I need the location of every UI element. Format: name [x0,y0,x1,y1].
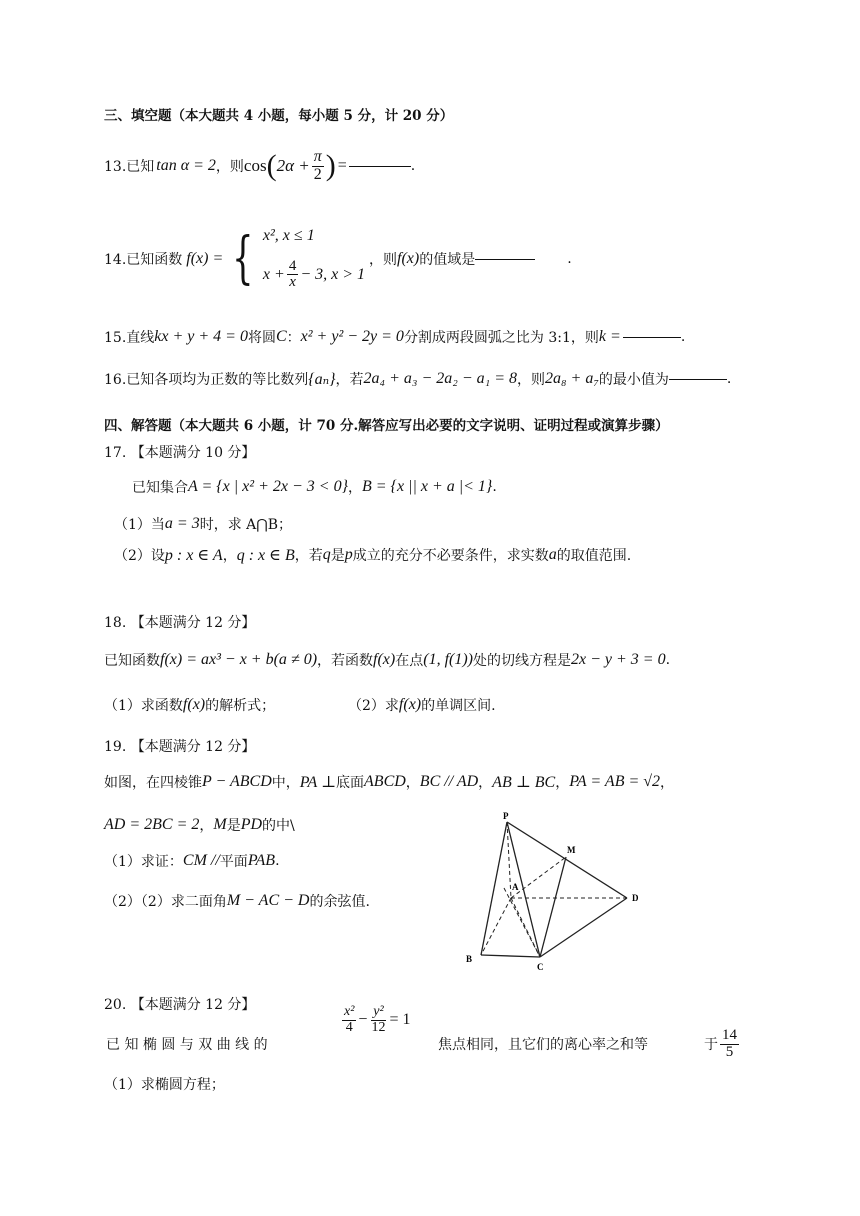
q16-cond: 2a₄ + a₃ − 2a₂ − a₁ = 8 [363,370,517,387]
q19-sep3: ， [555,775,570,791]
q19-line2 [104,814,295,836]
q18-line1-a: 已知函数 [104,653,160,669]
q15-answer-blank [623,337,681,338]
q19-part1-b: 平面 [219,854,248,870]
q13-prefix: 13.已知 [104,159,155,175]
edge-pd [507,822,627,898]
q17-part1-cond: a = 3 [164,515,200,532]
q20-hyper-y [369,1005,387,1035]
q13-fraction [312,149,324,184]
pyramid-figure [455,805,655,975]
q19-part2 [104,890,370,912]
q17-end: . [492,479,497,495]
q15-end: . [680,329,686,345]
q19-line2-c: 的中\ [262,818,295,834]
q20-hyper-eq: = 1 [389,1011,411,1028]
q17-part1-b: 时，求 A⋂B； [199,517,293,533]
q17-part2-qv: q [322,546,331,563]
q19-cond2: BC // AD [419,773,479,790]
q18-line1-b: ，若函数 [317,653,374,669]
q20-line1-b: 焦点相同，且它们的离心率之和等 [438,1037,648,1053]
q17-part1 [114,514,292,534]
q19-line2-sep: ， [199,818,214,834]
q17-part2-p: p : x ∈ A [164,547,223,564]
q18-fx: f(x) [373,651,396,668]
edge-ac [511,898,540,957]
q14-cases [263,227,365,291]
q17-part2 [114,545,631,565]
q15-circle-name: C [275,328,287,345]
q17-part2-q: q : x ∈ B [236,547,295,564]
q17-sep: ， [347,480,362,496]
q20-line1-a: 已 知 椭 圆 与 双 曲 线 的 [106,1037,268,1053]
q13-cos: cos [243,156,267,175]
label-m: M [567,845,576,855]
question-14 [104,224,572,294]
q15-prefix: 15.直线 [104,330,155,346]
edge-pb [481,822,507,955]
section3-heading: 三、填空题（本大题共 4 小题，每小题 5 分，计 20 分） [104,108,454,124]
q19-title: 19. 【本题满分 12 分】 [104,739,256,755]
q19-line2-pd: PD [240,816,263,833]
label-p: P [503,811,509,821]
q14-mid: ，则 [369,252,398,268]
q19-pyramid: P − ABCD [202,773,272,790]
q20-title: 20. 【本题满分 12 分】 [104,997,256,1013]
q18-end: . [665,652,671,668]
q16-seq: {aₙ} [308,371,336,388]
q19-sep2: ， [478,775,493,791]
q18-part2-a: （2）求 [348,698,399,714]
q14-fx2: f(x) [397,250,420,267]
q20-hyperbola [340,998,410,1042]
q17-set-a: A = {x | x² + 2x − 3 < 0} [188,478,348,495]
label-c: C [537,962,544,972]
q14-case2 [263,259,365,292]
q13-answer-blank [349,166,411,167]
q19-part1-end: . [275,853,280,869]
q20-hyper-x-num: x² [344,1003,355,1019]
q20-hyper-minus: − [358,1011,368,1028]
q13-paren-left: ( [266,149,277,182]
q19-line2-m: M [213,816,227,833]
question-15 [104,326,685,348]
edge-ab [481,898,511,955]
q17-part2-c: 是 [330,548,345,564]
q14-suffix: 的值域是 [419,252,476,268]
q14-fx: f(x) = [186,250,224,267]
q13-frac-num: π [313,147,322,165]
q20-part1: （1）求椭圆方程； [104,1077,225,1093]
q15-circle-eq: x² + y² − 2y = 0 [300,328,404,345]
q17-set-b: B = {x || x + a |< 1} [361,478,493,495]
q13-inner: 2α + [276,156,310,175]
q19-line2-b: 是 [226,818,241,834]
q13-paren-right: ) [325,149,336,182]
edge-am [511,857,566,898]
q19-part2-b: 的余弦值. [309,894,370,910]
q16-target: 2a₈ + a₇ [544,370,599,387]
q14-frac-num: 4 [288,257,297,274]
question-16 [104,368,731,390]
q15-mid2: 分割成两段圆弧之比为 3:1，则 [403,330,599,346]
q20-hyper-x [342,1005,356,1035]
q19-part2-a: （2）（2）求二面角 [104,894,227,910]
q14-prefix: 14.已知函数 [104,252,183,268]
q20-line1-c-wrap [704,1022,741,1066]
q18-part2-fx: f(x) [398,696,422,713]
q15-k: k = [598,328,621,345]
q19-cond1: PA ⊥ [299,774,337,791]
q16-mid1: ，若 [335,372,364,388]
q18-line1 [104,648,670,672]
q17-title: 17. 【本题满分 10 分】 [104,445,256,461]
q19-line1 [104,770,674,794]
q14-end: . [567,251,572,267]
q15-mid1: 将圆 [247,330,276,346]
q17-part2-av: a [548,546,557,563]
q17-line1-prefix: 已知集合 [132,480,188,496]
q18-func: f(x) = ax³ − x + b(a ≠ 0) [160,651,318,668]
q18-title: 18. 【本题满分 12 分】 [104,615,256,631]
q14-case1: x², x ≤ 1 [262,227,315,244]
q18-part1 [104,694,275,716]
q18-part2-b: 的单调区间. [421,698,496,714]
q17-part2-e: 的取值范围. [556,548,632,564]
q18-line1-d: 处的切线方程是 [473,653,571,669]
q20-e-frac [720,1028,739,1061]
q20-hyper-y-den: 12 [371,1019,386,1035]
q17-line1 [132,474,497,500]
q20-line1-c: 于 [704,1037,718,1053]
q19-line1-c: 底面 [336,775,365,791]
question-13 [104,146,415,186]
q16-suffix: 的最小值为 [598,372,669,388]
q14-frac-den: x [289,274,296,291]
q18-part1-fx: f(x) [182,696,206,713]
q17-part2-pv: p [344,546,353,563]
q17-part2-a: （2）设 [114,548,165,564]
q19-cond4: PA = AB = √2 [569,773,661,790]
q19-part1-plane: PAB [247,852,276,869]
q19-sep1: ， [405,775,420,791]
q18-point: (1, f(1)) [423,651,473,668]
q13-frac-den: 2 [313,165,322,183]
q14-answer-blank [475,259,535,260]
q19-sep4: ， [660,775,675,791]
q19-base: ABCD [364,773,406,790]
q19-line1-b: 中， [271,775,300,791]
q18-part1-b: 的解析式； [205,698,276,714]
section4-heading: 四、解答题（本大题共 6 小题，计 70 分.解答应写出必要的文字说明、证明过程或演算步骤） [104,418,669,434]
q19-line2-eq: AD = 2BC = 2 [104,816,200,833]
q17-part2-b: ，若 [294,548,323,564]
q19-part1 [104,850,280,872]
q19-part1-a: （1）求证： [104,854,183,870]
edge-bc [481,955,540,957]
q16-mid2: ，则 [516,372,545,388]
q17-part1-a: （1）当 [114,517,165,533]
q13-eq: = [337,157,347,174]
q14-brace: { [232,226,254,291]
q16-end: . [726,371,732,387]
q15-colon: ： [286,330,301,346]
q14-case2-a: x + [262,265,285,283]
label-b: B [466,954,473,964]
q16-answer-blank [669,379,727,380]
q20-hyper-x-den: 4 [345,1019,353,1035]
q16-prefix: 16.已知各项均为正数的等比数列 [104,372,309,388]
label-d: D [632,893,639,903]
q13-given: tan α = 2 [156,157,216,174]
q13-mid: ，则 [215,159,244,175]
q14-case2-b: − 3, x > 1 [300,265,366,283]
q14-case2-frac [287,259,299,292]
q18-part1-a: （1）求函数 [104,698,183,714]
q20-e-num: 14 [722,1026,737,1043]
q17-part2-sep: ， [222,548,237,564]
q15-line: kx + y + 4 = 0 [154,328,248,345]
q20-e-den: 5 [725,1043,734,1060]
label-a: A [512,882,519,892]
q19-line1-a: 如图，在四棱锥 [104,775,202,791]
q19-part1-expr: CM // [182,852,220,869]
q19-cond3: AB ⊥ BC [492,774,556,791]
q18-tangent: 2x − y + 3 = 0 [571,651,666,668]
q13-suffix: . [410,158,416,174]
q19-part2-expr: M − AC − D [226,892,310,909]
q18-part2 [348,694,496,716]
q18-line1-c: 在点 [395,653,424,669]
q20-hyper-y-num: y² [373,1003,384,1019]
q17-part2-d: 成立的充分不必要条件，求实数 [352,548,549,564]
